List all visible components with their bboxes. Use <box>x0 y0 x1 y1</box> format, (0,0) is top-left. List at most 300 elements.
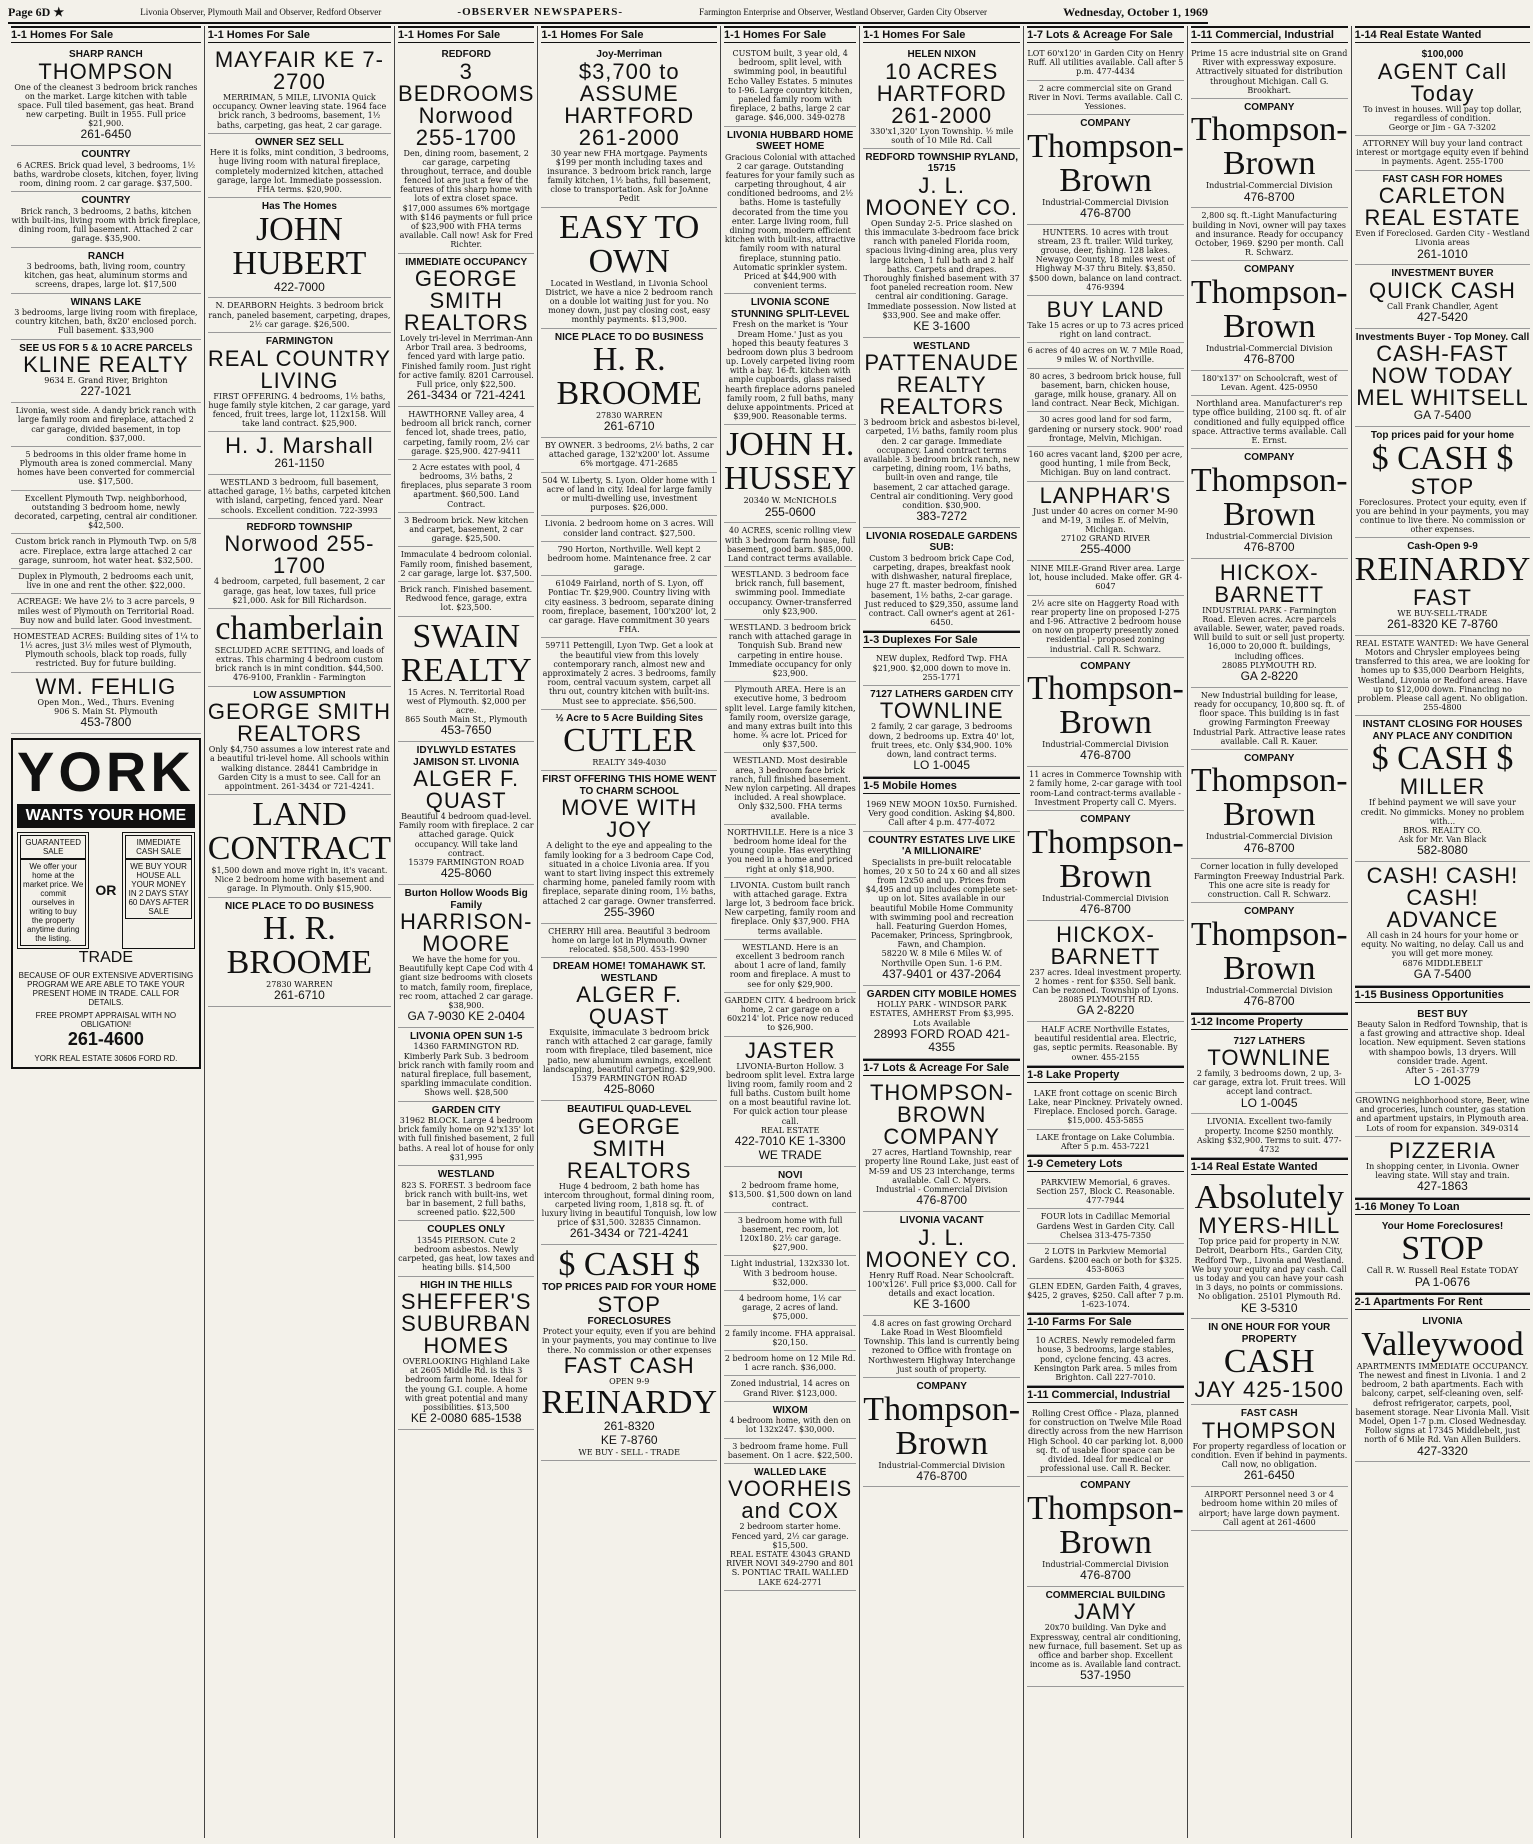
classified-ad <box>208 898 391 1007</box>
ad-text: 13545 PIERSON. Cute 2 bedroom asbestos. Newly carpeted, gas heat, low taxes and heating bills. $14,500 <box>398 1235 535 1273</box>
classified-ad <box>541 438 717 473</box>
ad-heading: LIVONIA OPEN SUN 1-5 <box>409 1030 523 1042</box>
ad-text: WE BUY-SELL-TRADE <box>1397 608 1488 618</box>
classified-ad <box>11 192 201 247</box>
classified-ad <box>11 594 201 629</box>
ad-display-name: Thompson-Brown <box>1027 1489 1184 1561</box>
ad-text: 4 bedroom, carpeted, full basement, 2 car garage, gas heat, low taxes, full price $21,000. Ask for Bill Richardson. <box>214 577 385 605</box>
ad-text: 14360 FARMINGTON RD. Kimberly Park Sub. 3 bedroom brick ranch with family room and natural fireplace, full basement, sparkling immaculate condition. Shows well. $28,500 <box>398 1042 535 1098</box>
ad-text: Open Sunday 2-5. Price slashed on this immaculate 3-bedroom face brick ranch with paneled Florida room, spacious living-dining area, plus very large kitchen, 1 full bath and 2 half baths. Carpets and drapes. Thoroughly finished basement with 37 foot paneled recreation room. New central air conditioning. Garage. Immediate possession. Now listed at $33,900. See and make offer. <box>863 218 1020 320</box>
ad-display-line: THOMPSON <box>1201 1417 1337 1443</box>
classified-ad <box>1027 1244 1184 1279</box>
ad-text: 2 acre commercial site on Grand River in Novi. Terms available. Call C. Yessiones. <box>1028 83 1183 111</box>
classified-ad <box>398 1277 534 1430</box>
classified-ad <box>863 686 1020 777</box>
ad-text: If behind payment we will save your credit. No gimmicks. Money no problem with... <box>1360 798 1525 826</box>
ad-text: Prime 15 acre industrial site on Grand River with expressway exposure. Attractively situated for distribution throughout Michigan. Call G. Brookhart. <box>1191 49 1348 95</box>
ad-heading: COUNTRY ESTATES LIVE LIKE 'A MILLIONAIRE' <box>868 834 1016 858</box>
classified-ad <box>1191 903 1348 1012</box>
masthead-right-papers: Farmington Enterprise and Observer, Westland Observer, Garden City Observer <box>699 7 987 17</box>
trade-title: TRADE <box>78 948 134 966</box>
section-header: 1-1 Homes For Sale <box>541 26 717 43</box>
york-title: YORK <box>17 739 195 803</box>
ad-phone: 422-7010 KE 1-3300 WE TRADE <box>734 1134 846 1162</box>
box-text: We offer your home at the market price. We commit ourselves in writing to buy the property anytime during the listing. <box>20 859 86 946</box>
ad-text: 2 family income. FHA appraisal. $20,150. <box>724 1328 856 1347</box>
ad-text: Located in Westland, in Livonia School District, we have a nice 2 bedroom ranch on a double lot waiting just for you. No money down, just pay closing cost, easy monthly payments. $13,900. <box>545 278 714 325</box>
masthead-left-papers: Livonia Observer, Plymouth Mail and Observer, Redford Observer <box>140 7 382 17</box>
classified-ad <box>208 298 391 333</box>
ad-text: 80 acres, 3 bedroom brick house, full basement, barn, chicken house, garage, milk house, granary. All on land contract. Near Beck, Michigan. <box>1029 371 1182 409</box>
ad-display-name: Thompson-Brown <box>1190 111 1348 183</box>
ad-text: 3 bedrooms, bath, living room, country kitchen, gas heat, aluminum storms and screens, drapes, large lot. $17,500 <box>24 262 188 290</box>
classified-ad <box>1355 136 1531 171</box>
ad-heading: COMPANY <box>1244 906 1295 918</box>
ad-text: 6876 MIDDLEBELT <box>1402 958 1483 968</box>
ad-heading: RANCH <box>87 250 124 262</box>
ad-phone: 255-0600 <box>764 504 816 519</box>
ad-text: 59711 Pettengill, Lyon Twp. Get a look at the beautiful view from this lovely contemporary ranch, almost new and approximately 2 acres. 3 bedrooms, family room, central vacuum system, carpet all thru out, country kitchen with built-ins. Must see to appreciate. $56,500. <box>542 641 716 706</box>
ad-text: 2 Acre estates with pool, 4 bedrooms, 3½ baths, 2 fireplaces, plus separate 3 room apartment. $60,500. Land Contract. <box>400 462 532 509</box>
classified-ad <box>724 620 856 682</box>
ad-phone: GA 7-5400 <box>1413 966 1472 981</box>
ad-heading: DREAM HOME! TOMAHAWK ST. WESTLAND <box>552 961 706 984</box>
classified-columns <box>8 26 1531 1838</box>
classified-column <box>8 26 205 1838</box>
classified-ad <box>11 447 201 491</box>
classified-ad <box>398 1221 534 1276</box>
classified-ad <box>724 940 856 993</box>
fast-cash: FAST CASH <box>563 1352 695 1378</box>
ad-text: Only $4,750 assumes a low interest rate and a beautiful tri-level home. All schools within walking distance. 28441 Cambridge in Garden City is a must to see. Call for an appointment. 261-3434 or 721-4241. <box>208 745 391 791</box>
ad-text: 6 ACRES. Brick quad level, 3 bedrooms, 1½ baths, wardrobe closets, kitchen, foyer, living room, dining room. 2 car garage. $37,500. <box>13 160 199 189</box>
classified-ad <box>1027 369 1184 413</box>
ad-display-line: Norwood 255-1700 <box>224 531 375 579</box>
ad-text: Custom 3 bedroom brick Cape Cod, carpeting, drapes, breakfast nook with dishwasher, natural fireplace, huge 27 ft. master bedroom, finished basement, 1½ baths, 2-car garage. Just reduced to $29,350, assume land contract. Call owner's agent at 261-6450. <box>865 553 1019 628</box>
ad-heading: WESTLAND <box>437 1169 495 1180</box>
ad-phone: 227-1021 <box>80 384 132 399</box>
classified-ad <box>724 1376 856 1401</box>
ad-phone: GA 2-8220 <box>1240 668 1298 683</box>
classified-ad <box>1191 396 1348 449</box>
ad-text: Industrial - Commercial Division <box>875 1185 1008 1195</box>
classified-ad <box>1027 115 1184 224</box>
classified-ad <box>1027 46 1184 81</box>
ad-phone: GA 7-5400 <box>1413 408 1472 423</box>
classified-ad <box>724 1464 856 1591</box>
ad-display-line: GEORGE SMITH REALTORS <box>207 699 391 747</box>
ad-display-name: EASY TO OWN <box>559 208 700 280</box>
classified-ad <box>541 924 717 959</box>
classified-ad <box>1027 561 1184 596</box>
ad-text: INDUSTRIAL PARK - Farmington Road. Eleven acres. Acre parcels available. Sewer, water, paved roads. Will build to suit or sell just property. 16,000 to 20,000 ft. buildings, including offices. <box>1193 605 1345 661</box>
ad-text: REAL ESTATE <box>761 1125 820 1135</box>
ad-heading: OWNER SEZ SELL <box>254 136 344 148</box>
ad-text: 237 acres. Ideal investment property. 2 homes - rent for $350. Sell bank. Can be rezoned. Township of Lyons. <box>1029 967 1182 995</box>
classified-ad <box>541 1101 717 1245</box>
ad-text: BY OWNER. 3 bedrooms, 2½ baths, 2 car attached garage, 132'x200' lot. Assume 6% mortgage. 471-2685 <box>544 441 714 469</box>
classified-ad <box>1191 688 1348 750</box>
ad-display-line: MAYFAIR KE 7-2700 <box>214 47 384 94</box>
classified-ad <box>1355 716 1531 862</box>
ad-heading: NICE PLACE TO DO BUSINESS <box>554 331 704 343</box>
ad-display-line: ALGER F. QUAST <box>576 982 683 1030</box>
classified-ad <box>1027 1406 1184 1477</box>
classified-ad <box>724 1167 856 1213</box>
cash-headline: $ CASH $ <box>558 1246 701 1284</box>
ad-display-line: PATTENAUDE REALTY REALTORS <box>864 350 1020 420</box>
classified-ad <box>11 491 201 535</box>
classified-ad <box>1355 1006 1531 1093</box>
ad-display-name: Valleywood <box>1361 1325 1524 1363</box>
masthead-rule <box>8 22 1208 24</box>
classified-ad <box>724 1439 856 1464</box>
ad-text: Livonia. 2 bedroom home on 3 acres. Will consider land contract. $27,500. <box>544 519 714 538</box>
ad-text: Gracious Colonial with attached 2 car garage. Outstanding features for your family such as carpeting throughout, 4 air conditioned bedrooms, and 2½ baths. Home is tastefully decorated from the time you enter. Large living room, full dining room, modern efficient kitchen with built-ins, attractive family room with natural fireplace, stunning patio. Automatic sprinkler system. Priced at $44,900 with convenient terms. <box>724 152 856 291</box>
ad-text: 2 bedroom frame home, $13,500. $1,500 down on land contract. <box>728 1181 852 1209</box>
classified-ad <box>1191 208 1348 261</box>
ad-text: 3 bedroom brick and asbestos bi-level, carpeted, 1½ baths, family room plus den. 2 car garage. Immediate occupancy. Land contract terms available. 3 bedroom brick ranch, new carpeting, dining room, 1½ baths, built-in oven and range, tile basement, 2 car attached garage. Central air conditioning. Very good condition. $30,900. <box>863 418 1021 510</box>
section-header: 1-10 Farms For Sale <box>1027 1313 1184 1330</box>
ad-display-line: PIZZERIA <box>1388 1137 1496 1163</box>
classified-ad <box>724 1213 856 1257</box>
ad-display-line: CASH-FAST NOW TODAY <box>1371 341 1514 389</box>
classified-ad <box>1191 449 1348 558</box>
classified-ad <box>1027 767 1184 811</box>
classified-ad <box>1027 1022 1184 1066</box>
ad-text: FOUR lots in Cadillac Memorial Gardens West in Garden City. Call Chelsea 313-475-7350 <box>1036 1212 1175 1240</box>
ad-text: Industrial-Commercial Division <box>1205 343 1333 353</box>
ad-text: HAWTHORNE Valley area, 4 bedroom all brick ranch, corner fenced lot, shade trees, patio, carpeting, family room, 2½ car garage. $25,900. 427-9411 <box>401 409 532 456</box>
ad-text: LIVONIA-Burton Hollow. 3 bedroom split level. Extra large living room, family room and 2 full baths. Custom built home on a most beautiful ravine lot. For quick action tour please call. <box>725 1061 855 1126</box>
ad-text: 28085 PLYMOUTH RD. <box>1222 660 1317 670</box>
section-header: 1-1 Homes For Sale <box>863 26 1020 43</box>
classified-ad <box>1191 46 1348 99</box>
ad-display-line: Norwood 255-1700 <box>415 102 517 150</box>
ad-text: 15379 FARMINGTON ROAD <box>408 858 524 868</box>
classified-ad <box>541 329 717 438</box>
ad-display-name: JOHN HUBERT <box>232 210 367 282</box>
ad-heading: INVESTMENT BUYER <box>1391 268 1494 280</box>
classified-ad <box>208 432 391 475</box>
classified-ad <box>724 567 856 620</box>
ad-display-line: FAST <box>1412 584 1472 610</box>
classified-ad <box>398 46 534 254</box>
ad-text: LIVONIA. Custom built ranch with attached garage. Extra large lot, 3 bedroom face brick. New carpeting, family room and fireplace. Only $37,900. FHA terms available. <box>724 880 856 936</box>
ad-heading: Cash-Open 9-9 <box>1407 541 1478 553</box>
classified-ad <box>11 403 201 447</box>
box-title: IMMEDIATE CASH SALE <box>125 835 191 859</box>
ad-display-line: THOMPSON <box>38 58 174 84</box>
ad-display-line: JAY 425-1500 <box>1194 1377 1344 1403</box>
ad-text: GROWING neighborhood store, Beer, wine and groceries, lunch counter, gas station and apartment upstairs, in Plymouth area. Lots of room for expansion. 349-0314 <box>1355 1096 1530 1133</box>
ad-display-name: STOP <box>1401 1230 1484 1268</box>
ad-text: NEW duplex, Redford Twp. FHA $21,900. $2,000 down to move in. 255-1771 <box>872 654 1011 682</box>
ad-phone: 582-8080 <box>1417 843 1468 858</box>
ad-heading: INSTANT CLOSING FOR HOUSES ANY PLACE ANY CONDITION <box>1362 719 1523 742</box>
classified-ad <box>724 1326 856 1351</box>
ad-text: REALTY 349-4030 <box>592 758 667 768</box>
box-title: GUARANTEED SALE <box>20 835 86 859</box>
issue-date: Wednesday, October 1, 1969 <box>1063 4 1208 19</box>
ad-text: 330'x1,320' Lyon Township. ½ mile south of 10 Mile Rd. Call <box>870 126 1014 145</box>
ad-display-line: GEORGE SMITH REALTORS <box>566 1113 692 1183</box>
section-header: 1-1 Homes For Sale <box>208 26 391 43</box>
ad-heading: WINANS LAKE <box>70 296 142 308</box>
ad-text: 30 year new FHA mortgage. Payments $199 per month including taxes and insurance. 3 bedroom brick ranch, large family kitchen, 1½ baths, full basement, close to transportation. Ask for JoAnne Pedit <box>547 148 712 204</box>
section-header: 1-7 Lots & Acreage For Sale <box>863 1059 1020 1076</box>
ad-heading: 7127 LATHERS <box>1233 1035 1305 1047</box>
ad-display-line: ADVANCE <box>1386 907 1499 933</box>
ad-heading: $100,000 <box>1421 49 1464 60</box>
classified-ad <box>541 576 717 638</box>
ad-heading: NOVI <box>777 1169 803 1181</box>
ad-text: HOMESTEAD ACRES: Building sites of 1¼ to 1½ acres, just 3½ miles west of Plymouth, Plymouth schools, black top roads, fully restricted. Buy for future building. <box>13 631 199 669</box>
ad-text: AIRPORT Personnel need 3 or 4 bedroom home within 20 miles of airport; have large down payment. Call agent at 261-4600 <box>1198 1490 1340 1527</box>
ad-display-line: $3,700 to ASSUME <box>578 58 680 106</box>
classified-ad <box>1027 447 1184 482</box>
ad-text: REAL ESTATE WANTED: We have General Motors and Chrysler employees being transferred to this area, we are looking for homes up to $35,000 Dearborn Heights, Westland, Livonia or Redford areas. Have up to $12,000 down. Financing no problem. Please call agent. No obligation. 255-4800 <box>1355 638 1530 713</box>
ad-heading: LIVONIA SCONE STUNNING SPLIT-LEVEL <box>731 297 850 320</box>
classified-ad <box>398 885 534 1028</box>
ad-phone: 425-8060 <box>603 1082 655 1097</box>
ad-text: 865 South Main St., Plymouth <box>405 715 528 725</box>
ad-phone: 427-1863 <box>1417 1179 1468 1194</box>
ad-text: CUSTOM built, 3 year old, 4 bedroom, split level, with swimming pool, in beautiful Echo Valley Estates. 5 minutes to I-96. Large country kitchen, paneled family room with fireplace, 2 baths, large 2 car garage. $46,000. 349-0278 <box>727 49 853 123</box>
ad-display-name: LAND CONTRACT <box>207 796 392 868</box>
ad-phone: PA 1-0676 <box>1414 1274 1471 1289</box>
ad-phone: 255-3960 <box>603 904 655 919</box>
ad-phone: 261-6710 <box>603 419 655 434</box>
ad-text: PARKVIEW Memorial, 6 graves. Section 257, Block C. Reasonable. 477-7944 <box>1036 1177 1175 1206</box>
ad-display-name: H. R. BROOME <box>556 341 702 413</box>
ad-text: Specialists in pre-built relocatable homes, 20 x 50 to 24 x 60 and all sizes from 12x50 and up. Prices from $4,495 and up includes complete set-up on lot. Sites available in our beautiful Mobile Home Community with swimming pool and recreation hall. Featuring Guerdon Homes, Pacemaker, Princess, Springbrook, Fawn, and Champion. <box>863 857 1021 950</box>
classified-ad <box>724 127 856 295</box>
classified-ad <box>11 673 201 734</box>
classified-ad <box>398 547 534 582</box>
cash-sale-box <box>122 832 194 949</box>
classified-ad <box>1191 1033 1348 1115</box>
ad-text: 6 acres of 40 acres on W. 7 Mile Road, 9 miles W. of Northville. <box>1027 346 1184 365</box>
ad-heading: LIVONIA <box>1422 1316 1463 1328</box>
classified-ad <box>1191 1405 1348 1487</box>
classified-ad <box>863 338 1020 528</box>
classified-ad <box>1191 1319 1348 1405</box>
ad-heading: COMPANY <box>1244 752 1295 764</box>
classified-ad <box>208 198 391 298</box>
ad-heading: COMPANY <box>1244 264 1295 276</box>
ad-phone: 537-1950 <box>1080 1668 1131 1683</box>
newspaper-title: -OBSERVER NEWSPAPERS- <box>457 6 623 18</box>
ad-text: One of the cleanest 3 bedroom brick ranches on the market. Large kitchen with table space. Full tiled basement, gas heat. Brand new carpeting. Built in 1955. Full price $21,900. <box>14 82 198 129</box>
ad-phone: 422-7000 <box>274 279 325 294</box>
ad-text: 2 LOTS in Parkview Memorial Gardens. $200 each or both for $325. 453-8063 <box>1029 1247 1182 1275</box>
ad-phone: 476-8700 <box>1243 840 1295 855</box>
classified-ad <box>541 958 717 1101</box>
ad-text: To invest in houses. Will pay top dollar, regardless of condition. <box>1363 104 1522 123</box>
ad-heading: REDFORD <box>441 49 491 60</box>
classified-ad <box>1355 46 1531 136</box>
ad-text: Industrial-Commercial Division <box>1042 893 1169 903</box>
classified-ad <box>863 1316 1020 1378</box>
ad-phone: 427-3320 <box>1417 1443 1468 1458</box>
ad-phone: 261-3434 or 721-4241 <box>406 388 526 403</box>
ad-text: NINE MILE-Grand River area. Large lot, house included. Make offer. GR 4-6047 <box>1028 564 1183 592</box>
classified-ad <box>1191 1114 1348 1158</box>
section-header: 1-11 Commercial, Industrial <box>1191 26 1348 43</box>
classified-ad <box>1191 859 1348 903</box>
classified-ad <box>541 46 717 208</box>
ad-text: REAL ESTATE 43043 GRAND RIVER NOVI 349-2790 and 801 S. PONTIAC TRAIL WALLED LAKE 624-2771 <box>726 1550 855 1587</box>
ad-heading: NICE PLACE TO DO BUSINESS <box>225 900 374 912</box>
classified-ad <box>208 134 391 198</box>
ad-phone: 453-7650 <box>440 723 492 738</box>
ad-display-line: MEL WHITSELL <box>1356 385 1529 411</box>
ad-display-line: KLINE REALTY <box>23 352 189 378</box>
ad-heading: Has The Homes <box>261 201 337 213</box>
ad-phone: 261-3434 or 721-4241 <box>569 1226 689 1241</box>
classified-ad <box>208 333 391 432</box>
ad-heading: WIXOM <box>772 1404 808 1416</box>
section-header: 1-3 Duplexes For Sale <box>863 631 1020 648</box>
ad-phone: 427-5420 <box>1417 309 1468 324</box>
classified-ad <box>11 294 201 340</box>
ad-heading: Joy-Merriman <box>596 49 662 60</box>
classified-ad <box>724 1256 856 1291</box>
ad-text: Brick ranch, 3 bedrooms, 2 baths, kitchen with built-ins, living room with brick fireplace, dining room, full basement. Attached 2 car garage. $35,900. <box>11 206 201 244</box>
ad-text: Immaculate 4 bedroom colonial. Family room, finished basement, 2 car garage, large lot. $37,500. <box>400 550 533 578</box>
classified-ad <box>1191 371 1348 396</box>
ad-text: OVERLOOKING Highland Lake at 2605 Middle Rd. is this 3 bedroom farm home. Ideal for the young G.I. couple. A home with great potential and many possibilities. $13,500 <box>402 1357 530 1412</box>
ad-text: Here it is folks, mint condition, 3 bedrooms, huge living room with natural fireplace, completely modernized kitchen, attached garage, large lot. Immediate possession. FHA terms. $20,900. <box>209 148 389 194</box>
ad-text: 504 W. Liberty, S. Lyon. Older home with 1 acre of land in city. Ideal for large family or multi-dwelling use, investment purposes. $26,000. <box>542 475 717 513</box>
ad-phone: 453-7800 <box>80 715 132 730</box>
classified-column <box>538 26 721 1838</box>
classified-ad <box>398 254 534 407</box>
classified-ad <box>1355 1093 1531 1137</box>
ad-heading: COUPLES ONLY <box>427 1224 506 1236</box>
reinardy-phone-1: 261-8320 <box>603 1419 655 1433</box>
ad-display-name: CASH <box>1223 1343 1315 1381</box>
ad-heading: Your Home Foreclosures! <box>1381 1220 1504 1232</box>
ad-heading: IN ONE HOUR FOR YOUR PROPERTY <box>1208 1322 1331 1345</box>
ad-display-line: TOWNLINE <box>1207 1045 1332 1071</box>
section-header: 1-12 Income Property <box>1191 1013 1348 1030</box>
ad-text: 11 acres in Commerce Township with 2 family home, 2-car garage with tool room-Land contract-terms available - Investment Property call C. Myers. <box>1029 770 1182 807</box>
classified-ad <box>1027 1086 1184 1130</box>
ad-text: All cash in 24 hours for your home or equity. No waiting, no delay. Call us and you will get more money. <box>1361 931 1524 959</box>
section-header: 1-11 Commercial, Industrial <box>1027 1386 1184 1403</box>
section-header: 1-1 Homes For Sale <box>724 26 856 43</box>
ad-phone: 476-8700 <box>1243 539 1295 554</box>
ad-heading: COMPANY <box>1080 118 1131 130</box>
ad-phone: KE 2-0080 685-1538 <box>410 1411 522 1426</box>
ad-text: APARTMENTS IMMEDIATE OCCUPANCY. The newest and finest in Livonia. 1 and 2 bedroom, 2 bath apartments. Each with balcony, carpet, self-cleaning oven, self-defrost refrigerator, carpets, pool, basement storage. Near Livonia Mall. Visit Model, Open 1-7 p.m. Closed Wednesday. Follow signs at 17345 Middlebelt, just north of 6 Mile Rd. Van Allen Builders. <box>1355 1361 1530 1445</box>
classified-ad <box>724 753 856 824</box>
ad-phone: 476-8700 <box>1080 901 1131 916</box>
ad-phone: 476-8700 <box>916 1468 968 1483</box>
classified-ad <box>1027 81 1184 116</box>
classified-ad <box>1191 559 1348 688</box>
ad-text: NORTHVILLE. Here is a nice 3 bedroom home ideal for the young couple. Has everything you need in a home and priced right at only $18,900. <box>727 827 854 874</box>
ad-text: Livonia, west side. A dandy brick ranch with large family room and fireplace, attached 2 car garage, divided basement, in top condition. $37,000. <box>15 406 197 443</box>
ad-phone: 437-9401 or 437-2064 <box>882 966 1002 981</box>
classified-ad <box>541 710 717 772</box>
classified-ad <box>1027 1279 1184 1314</box>
ad-text: Open Mon., Wed., Thurs. Evening <box>37 697 175 707</box>
classified-ad <box>724 1402 856 1439</box>
ad-display-name: CUTLER <box>563 722 696 760</box>
ad-heading: FARMINGTON <box>265 336 333 348</box>
reinardy-line: TOP PRICES PAID FOR YOUR HOME <box>542 1282 717 1294</box>
classified-ad <box>863 149 1020 338</box>
ad-phone: GA 2-8220 <box>1076 1003 1135 1018</box>
section-header: 1-1 Homes For Sale <box>398 26 534 43</box>
ad-text: 1969 NEW MOON 10x50. Furnished. Very good condition. Asking $4,800. Call after 4 p.m. 477-4072 <box>866 800 1018 828</box>
page-number: Page 6D ★ <box>8 4 65 19</box>
classified-ad <box>1355 1218 1531 1293</box>
classified-ad <box>863 528 1020 632</box>
classified-ad <box>1355 862 1531 986</box>
ad-text: ACREAGE: We have 2½ to 3 acre parcels, 9 miles west of Plymouth on Territorial Road. Buy now and build later. Good investment. <box>17 597 195 625</box>
ad-text: Call Frank Chandler, Agent <box>1387 301 1498 311</box>
ad-display-line: GEORGE SMITH REALTORS <box>403 266 529 336</box>
classified-ad <box>724 1291 856 1326</box>
classified-ad <box>208 795 391 898</box>
ad-text: Industrial-Commercial Division <box>1042 197 1169 207</box>
ad-heading: FAST CASH FOR HOMES <box>1382 173 1503 185</box>
ad-display-line: LANPHAR'S <box>1039 482 1172 508</box>
ad-text: Zoned industrial, 14 acres on Grand River. $123,000. <box>730 1379 850 1398</box>
ad-display-line: H. J. Marshall <box>225 433 374 459</box>
ad-display-line: JASTER <box>744 1037 836 1063</box>
ad-display-line: HARTFORD 261-2000 <box>564 102 695 150</box>
ad-phone: KE 3-1600 <box>913 1297 971 1312</box>
ad-text: Even if Foreclosed. Garden City - Westland Livonia areas <box>1355 229 1530 248</box>
ad-display-name: Thompson-Brown <box>1027 670 1184 742</box>
classified-ad <box>1191 261 1348 370</box>
ad-text: Light industrial, 132x330 lot. With 3 bedroom house. $32,000. <box>730 1259 850 1287</box>
classified-ad <box>1027 811 1184 920</box>
classified-ad <box>541 473 717 517</box>
ad-display-line: ALGER F. QUAST <box>413 766 520 814</box>
ad-display-line: CARLETON REAL ESTATE <box>1364 183 1521 231</box>
ad-heading: SHARP RANCH <box>69 49 143 60</box>
ad-phone: 261-8320 KE 7-8760 <box>1387 617 1498 632</box>
masthead <box>8 4 1208 20</box>
classified-ad <box>1355 636 1531 717</box>
classified-ad <box>1027 1130 1184 1155</box>
classified-column <box>860 26 1024 1838</box>
section-header: 2-1 Apartments For Rent <box>1355 1293 1531 1310</box>
ad-phone: LO 1-0045 <box>913 758 971 773</box>
ad-text: 180'x137' on Schoolcraft, west of Levan. Agent. 425-0950 <box>1201 373 1337 393</box>
ad-display-line: THOMPSON-BROWN COMPANY <box>869 1080 1014 1150</box>
ad-text: 2,800 sq. ft.-Light Manufacturing building in Novi, owner will pay taxes and insurance. Ready for occupancy October, 1969. $290 per month. Call R. Schwarz. <box>1192 211 1346 258</box>
ad-heading: COUNTRY <box>81 195 131 207</box>
classified-ad <box>1027 296 1184 343</box>
section-header: 1-7 Lots & Acreage For Sale <box>1027 26 1184 43</box>
ad-text: MERRIMAN, 5 MILE, LIVONIA Quick occupancy. Owner leaving state. 1964 face brick ranch, 3 bedrooms, basement, 1½ baths, carpeting, gas heat, 2 car garage. <box>212 93 387 130</box>
ad-text: 58220 W. 8 Mile 6 Miles W. of Northville Open Sun. 1-6 P.M. <box>881 949 1003 968</box>
ad-text: A delight to the eye and appealing to the family looking for a 3 bedroom Cape Cod, situated in a choice Livonia area. If you want to start living inspect this extremely charming home, paneled family room with fireplace, separate dining room, 1½ baths, attached 2 car garage. Owner transferred. <box>542 841 716 906</box>
ad-heading: COMPANY <box>1080 814 1131 826</box>
ad-display-line: BUY LAND <box>1046 296 1165 322</box>
ad-display-name: Thompson-Brown <box>863 1390 1021 1462</box>
classified-ad <box>1027 921 1184 1023</box>
ad-text: Lovely tri-level in Merriman-Ann Arbor Trail area. 3 bedrooms, fenced yard with large patio. Finished family room. Just right for active family. 8201 Carrousel. Full price, only $22,500. <box>398 334 534 389</box>
ad-phone: KE 3-1600 <box>913 318 971 333</box>
